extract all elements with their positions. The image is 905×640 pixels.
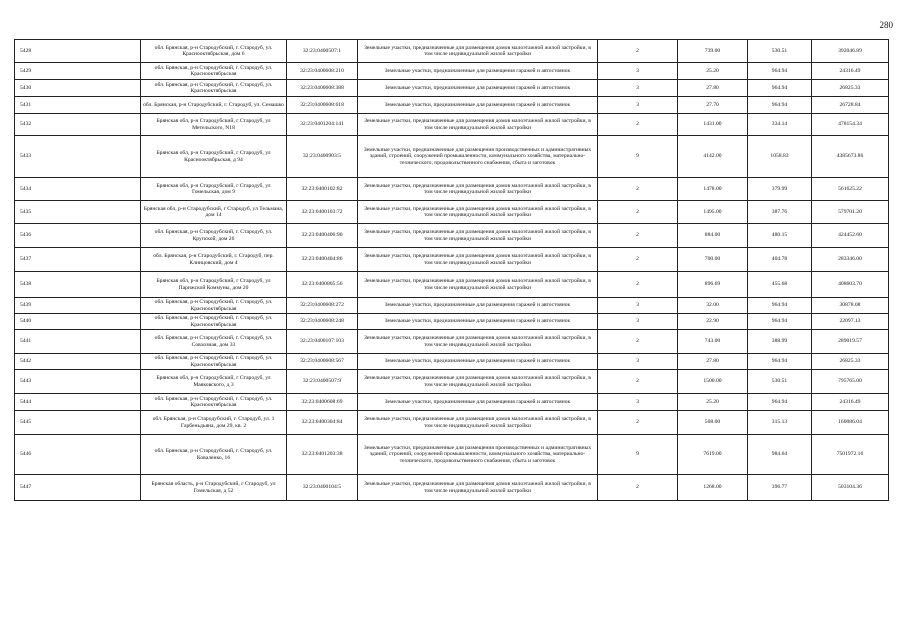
- group-cell: 2: [598, 330, 678, 354]
- table-row: [15, 370, 889, 394]
- specific-value-cell: 455.68: [748, 272, 812, 298]
- row-number-cell: 5429: [15, 63, 141, 80]
- land-use-cell: Земельные участки, предназначенные для размещения гаражей и автостоянок: [358, 97, 598, 114]
- cadastral-number-cell: 32:23:0400805:56: [287, 272, 358, 298]
- specific-value-cell: 964.94: [748, 394, 812, 411]
- row-number-cell: 5442: [15, 354, 141, 370]
- table-row: [15, 201, 889, 224]
- table-row: [15, 40, 889, 63]
- row-number-cell: 5440: [15, 314, 141, 330]
- address-cell: обл. Брянская, р-н Стародубский, г. Стародуб, ул. Краснооктябрьская: [141, 298, 287, 314]
- cadastral-value-cell: 283346.00: [812, 248, 889, 272]
- specific-value-cell: 404.78: [748, 248, 812, 272]
- cadastral-number-cell: 32:23:0400608:567: [287, 354, 358, 370]
- land-use-cell: Земельные участки, предназначенные для размещения домов малоэтажной жилой застройки, в том числе индивидуальной жилой застройки: [358, 248, 598, 272]
- cadastral-number-cell: 32:23:0400608:69: [287, 394, 358, 411]
- land-use-cell: Земельные участки, предназначенные для размещения домов малоэтажной жилой застройки, в том числе индивидуальной жилой застройки: [358, 40, 598, 63]
- group-cell: 2: [598, 178, 678, 201]
- specific-value-cell: 984.64: [748, 435, 812, 475]
- address-cell: обл. Брянская, р-н Стародубский, г. Стародуб, ул. Коваленко, 16: [141, 435, 287, 475]
- group-cell: 2: [598, 224, 678, 248]
- table-row: [15, 97, 889, 114]
- specific-value-cell: 530.51: [748, 40, 812, 63]
- cadastral-value-cell: 503104.36: [812, 475, 889, 501]
- address-cell: обл. Брянская, р-н Стародубский, г. Стародуб, ул. Краснооктябрьская: [141, 63, 287, 80]
- page-number: 280: [879, 20, 893, 30]
- row-number-cell: 5436: [15, 224, 141, 248]
- cadastral-number-cell: 32:23:0400406:90: [287, 224, 358, 248]
- specific-value-cell: 379.99: [748, 178, 812, 201]
- row-number-cell: 5433: [15, 136, 141, 178]
- row-number-cell: 5430: [15, 80, 141, 97]
- address-cell: обл. Брянская, р-н Стародубский, г. Стародуб, ул. Совхозная, дом 33: [141, 330, 287, 354]
- cadastral-number-cell: 32:23:0400404:86: [287, 248, 358, 272]
- land-use-cell: Земельные участки, предназначенные для размещения гаражей и автостоянок: [358, 80, 598, 97]
- cadastral-value-cell: 26728.84: [812, 97, 889, 114]
- group-cell: 3: [598, 298, 678, 314]
- specific-value-cell: 396.77: [748, 475, 812, 501]
- row-number-cell: 5428: [15, 40, 141, 63]
- area-cell: 743.00: [678, 330, 748, 354]
- land-use-cell: Земельные участки, предназначенные для размещения домов малоэтажной жилой застройки, в том числе индивидуальной жилой застройки: [358, 370, 598, 394]
- cadastral-number-cell: 32:23:0400608:272: [287, 298, 358, 314]
- cadastral-number-cell: 32:23:0400608:210: [287, 63, 358, 80]
- specific-value-cell: 1058.83: [748, 136, 812, 178]
- group-cell: 3: [598, 63, 678, 80]
- address-cell: обл. Брянская, р-н Стародубский, г. Стародуб, пер. Клинцовский, дом 4: [141, 248, 287, 272]
- cadastral-value-cell: 7501972.16: [812, 435, 889, 475]
- area-cell: 1268.00: [678, 475, 748, 501]
- row-number-cell: 5432: [15, 114, 141, 136]
- cadastral-value-cell: 30878.08: [812, 298, 889, 314]
- address-cell: Брянская обл, р-н Стародубский, г Стародуб, ул Парижской Коммуны, дом 20: [141, 272, 287, 298]
- group-cell: 2: [598, 370, 678, 394]
- table-row: [15, 178, 889, 201]
- group-cell: 2: [598, 248, 678, 272]
- cadastral-value-cell: 4385673.86: [812, 136, 889, 178]
- cadastral-number-cell: 32:23:0400903:5: [287, 136, 358, 178]
- table-row: [15, 330, 889, 354]
- land-use-cell: Земельные участки, предназначенные для размещения гаражей и автостоянок: [358, 354, 598, 370]
- address-cell: обл. Брянская, р-н Стародубский, г. Стародуб, ул. Краснооктябрьская: [141, 394, 287, 411]
- row-number-cell: 5447: [15, 475, 141, 501]
- land-use-cell: Земельные участки, предназначенные для размещения гаражей и автостоянок: [358, 63, 598, 80]
- group-cell: 2: [598, 272, 678, 298]
- land-use-cell: Земельные участки, предназначенные для размещения производственных и административных зданий, строений, сооружений промышленности, коммунального хозяйства, материально-технического, продовольственного снабжения, сбыта и заготовок: [358, 435, 598, 475]
- area-cell: 508.00: [678, 411, 748, 435]
- address-cell: обл. Брянская, р-н Стародубский, г. Стародуб, ул. Краснооктябрьская: [141, 314, 287, 330]
- table-row: [15, 272, 889, 298]
- cadastral-value-cell: 289019.57: [812, 330, 889, 354]
- group-cell: 2: [598, 114, 678, 136]
- area-cell: 27.80: [678, 80, 748, 97]
- cadastral-number-cell: 32:23:0400608:248: [287, 314, 358, 330]
- row-number-cell: 5441: [15, 330, 141, 354]
- area-cell: 700.00: [678, 248, 748, 272]
- area-cell: 27.70: [678, 97, 748, 114]
- cadastral-number-cell: 32:23:0400608:618: [287, 97, 358, 114]
- table-row: [15, 435, 889, 475]
- specific-value-cell: 387.76: [748, 201, 812, 224]
- group-cell: 2: [598, 475, 678, 501]
- specific-value-cell: 964.94: [748, 298, 812, 314]
- address-cell: обл. Брянская, р-н Стародубский, г. Стародуб, ул. Краснооктябрьская: [141, 354, 287, 370]
- cadastral-value-cell: 392046.89: [812, 40, 889, 63]
- group-cell: 3: [598, 354, 678, 370]
- area-cell: 1495.00: [678, 201, 748, 224]
- area-cell: 884.00: [678, 224, 748, 248]
- area-cell: 27.80: [678, 354, 748, 370]
- area-cell: 7619.00: [678, 435, 748, 475]
- area-cell: 25.20: [678, 63, 748, 80]
- group-cell: 9: [598, 136, 678, 178]
- row-number-cell: 5438: [15, 272, 141, 298]
- cadastral-value-cell: 579701.20: [812, 201, 889, 224]
- row-number-cell: 5439: [15, 298, 141, 314]
- area-cell: 4142.00: [678, 136, 748, 178]
- cadastral-number-cell: 32:23:0400507:9: [287, 370, 358, 394]
- cadastral-value-cell: 26825.33: [812, 354, 889, 370]
- area-cell: 32.00: [678, 298, 748, 314]
- land-use-cell: Земельные участки, предназначенные для размещения гаражей и автостоянок: [358, 314, 598, 330]
- table-row: [15, 136, 889, 178]
- area-cell: 739.00: [678, 40, 748, 63]
- address-cell: обл. Брянская, р-н Стародубский, г. Стародуб, ул. 1 Гарбеньдьяна, дом 29, кв. 2: [141, 411, 287, 435]
- address-cell: обл. Брянская, р-н Стародубский, г. Стародуб, ул. Краснооктябрьская, дом 6: [141, 40, 287, 63]
- specific-value-cell: 964.94: [748, 80, 812, 97]
- row-number-cell: 5443: [15, 370, 141, 394]
- address-cell: обл. Брянская, р-н Стародубский, г. Стародуб, ул. Краснооктябрьская: [141, 80, 287, 97]
- cadastral-number-cell: 32:23:0400107:103: [287, 330, 358, 354]
- group-cell: 3: [598, 394, 678, 411]
- table-row: [15, 298, 889, 314]
- specific-value-cell: 530.51: [748, 370, 812, 394]
- cadastral-number-cell: 32:23:0400608:388: [287, 80, 358, 97]
- cadastral-number-cell: 32:23:0400102:82: [287, 178, 358, 201]
- cadastral-value-cell: 24316.49: [812, 63, 889, 80]
- specific-value-cell: 315.13: [748, 411, 812, 435]
- specific-value-cell: 480.15: [748, 224, 812, 248]
- address-cell: Брянская обл, р-н Стародубский, г Стародуб, ул Метельского, N18: [141, 114, 287, 136]
- cadastral-value-cell: 408603.70: [812, 272, 889, 298]
- row-number-cell: 5437: [15, 248, 141, 272]
- address-cell: Брянская обл, р-н Стародубский, г Стародуб, ул Тельмана, дом 14: [141, 201, 287, 224]
- group-cell: 3: [598, 80, 678, 97]
- cadastral-number-cell: 32:23:0400104:5: [287, 475, 358, 501]
- table-row: [15, 80, 889, 97]
- cadastral-value-cell: 424452.60: [812, 224, 889, 248]
- row-number-cell: 5434: [15, 178, 141, 201]
- table-row: [15, 394, 889, 411]
- row-number-cell: 5435: [15, 201, 141, 224]
- group-cell: 2: [598, 40, 678, 63]
- cadastral-value-cell: 24316.49: [812, 394, 889, 411]
- table-row: [15, 248, 889, 272]
- specific-value-cell: 964.94: [748, 63, 812, 80]
- land-use-cell: Земельные участки, предназначенные для размещения производственных и административных зданий, строений, сооружений промышленности, коммунального хозяйства, материально-технического, продовольственного снабжения, сбыта и заготовок: [358, 136, 598, 178]
- land-use-cell: Земельные участки, предназначенные для размещения домов малоэтажной жилой застройки, в том числе индивидуальной жилой застройки: [358, 330, 598, 354]
- group-cell: 2: [598, 201, 678, 224]
- specific-value-cell: 388.99: [748, 330, 812, 354]
- cadastral-value-cell: 795765.00: [812, 370, 889, 394]
- land-use-cell: Земельные участки, предназначенные для размещения домов малоэтажной жилой застройки, в том числе индивидуальной жилой застройки: [358, 178, 598, 201]
- address-cell: Брянская обл, р-н Стародубский, г Стародуб, ул Маяковского, д 3: [141, 370, 287, 394]
- row-number-cell: 5444: [15, 394, 141, 411]
- land-registry-table: [14, 39, 889, 501]
- table-row: [15, 475, 889, 501]
- row-number-cell: 5446: [15, 435, 141, 475]
- area-cell: 1500.00: [678, 370, 748, 394]
- cadastral-value-cell: 26825.33: [812, 80, 889, 97]
- cadastral-number-cell: 32:23:0400103:72: [287, 201, 358, 224]
- table-row: [15, 354, 889, 370]
- land-use-cell: Земельные участки, предназначенные для размещения домов малоэтажной жилой застройки, в том числе индивидуальной жилой застройки: [358, 224, 598, 248]
- table-row: [15, 314, 889, 330]
- cadastral-value-cell: 22097.13: [812, 314, 889, 330]
- land-use-cell: Земельные участки, предназначенные для размещения домов малоэтажной жилой застройки, в том числе индивидуальной жилой застройки: [358, 201, 598, 224]
- table-row: [15, 224, 889, 248]
- area-cell: 22.90: [678, 314, 748, 330]
- table-row: [15, 114, 889, 136]
- cadastral-value-cell: 478154.34: [812, 114, 889, 136]
- area-cell: 1431.00: [678, 114, 748, 136]
- address-cell: обл. Брянская, р-н Стародубский, г. Стародуб, ул. Крупской, дом 26: [141, 224, 287, 248]
- address-cell: Брянская область, р-н Стародубский, г Стародуб, ул Гомельская, д 52: [141, 475, 287, 501]
- area-cell: 25.20: [678, 394, 748, 411]
- cadastral-number-cell: 32:23:0401203:38: [287, 435, 358, 475]
- land-use-cell: Земельные участки, предназначенные для размещения домов малоэтажной жилой застройки, в том числе индивидуальной жилой застройки: [358, 411, 598, 435]
- specific-value-cell: 964.94: [748, 314, 812, 330]
- cadastral-value-cell: 561625.22: [812, 178, 889, 201]
- group-cell: 2: [598, 411, 678, 435]
- table-row: [15, 63, 889, 80]
- area-cell: 1478.00: [678, 178, 748, 201]
- specific-value-cell: 334.14: [748, 114, 812, 136]
- cadastral-number-cell: 32:23:0401204:141: [287, 114, 358, 136]
- row-number-cell: 5445: [15, 411, 141, 435]
- land-use-cell: Земельные участки, предназначенные для размещения домов малоэтажной жилой застройки, в том числе индивидуальной жилой застройки: [358, 272, 598, 298]
- land-use-cell: Земельные участки, предназначенные для размещения домов малоэтажной жилой застройки, в том числе индивидуальной жилой застройки: [358, 475, 598, 501]
- address-cell: обл. Брянская, р-н Стародубский, г. Стародуб, ул. Семашко: [141, 97, 287, 114]
- cadastral-value-cell: 160086.04: [812, 411, 889, 435]
- table-row: [15, 411, 889, 435]
- land-use-cell: Земельные участки, предназначенные для размещения гаражей и автостоянок: [358, 298, 598, 314]
- table-body: [15, 40, 889, 501]
- land-use-cell: Земельные участки, предназначенные для размещения домов малоэтажной жилой застройки, в том числе индивидуальной жилой застройки: [358, 114, 598, 136]
- group-cell: 9: [598, 435, 678, 475]
- area-cell: 896.69: [678, 272, 748, 298]
- group-cell: 3: [598, 314, 678, 330]
- specific-value-cell: 964.94: [748, 97, 812, 114]
- cadastral-number-cell: 32:23:0400304:84: [287, 411, 358, 435]
- land-use-cell: Земельные участки, предназначенные для размещения гаражей и автостоянок: [358, 394, 598, 411]
- group-cell: 3: [598, 97, 678, 114]
- specific-value-cell: 964.94: [748, 354, 812, 370]
- row-number-cell: 5431: [15, 97, 141, 114]
- address-cell: Брянская обл, р-н Стародубский, г Стародуб, ул Краснооктябрьская, д 94: [141, 136, 287, 178]
- cadastral-number-cell: 32:23:0400507:1: [287, 40, 358, 63]
- address-cell: Брянская обл, р-н Стародубский, г Стародуб, ул Гомельская, дом 9: [141, 178, 287, 201]
